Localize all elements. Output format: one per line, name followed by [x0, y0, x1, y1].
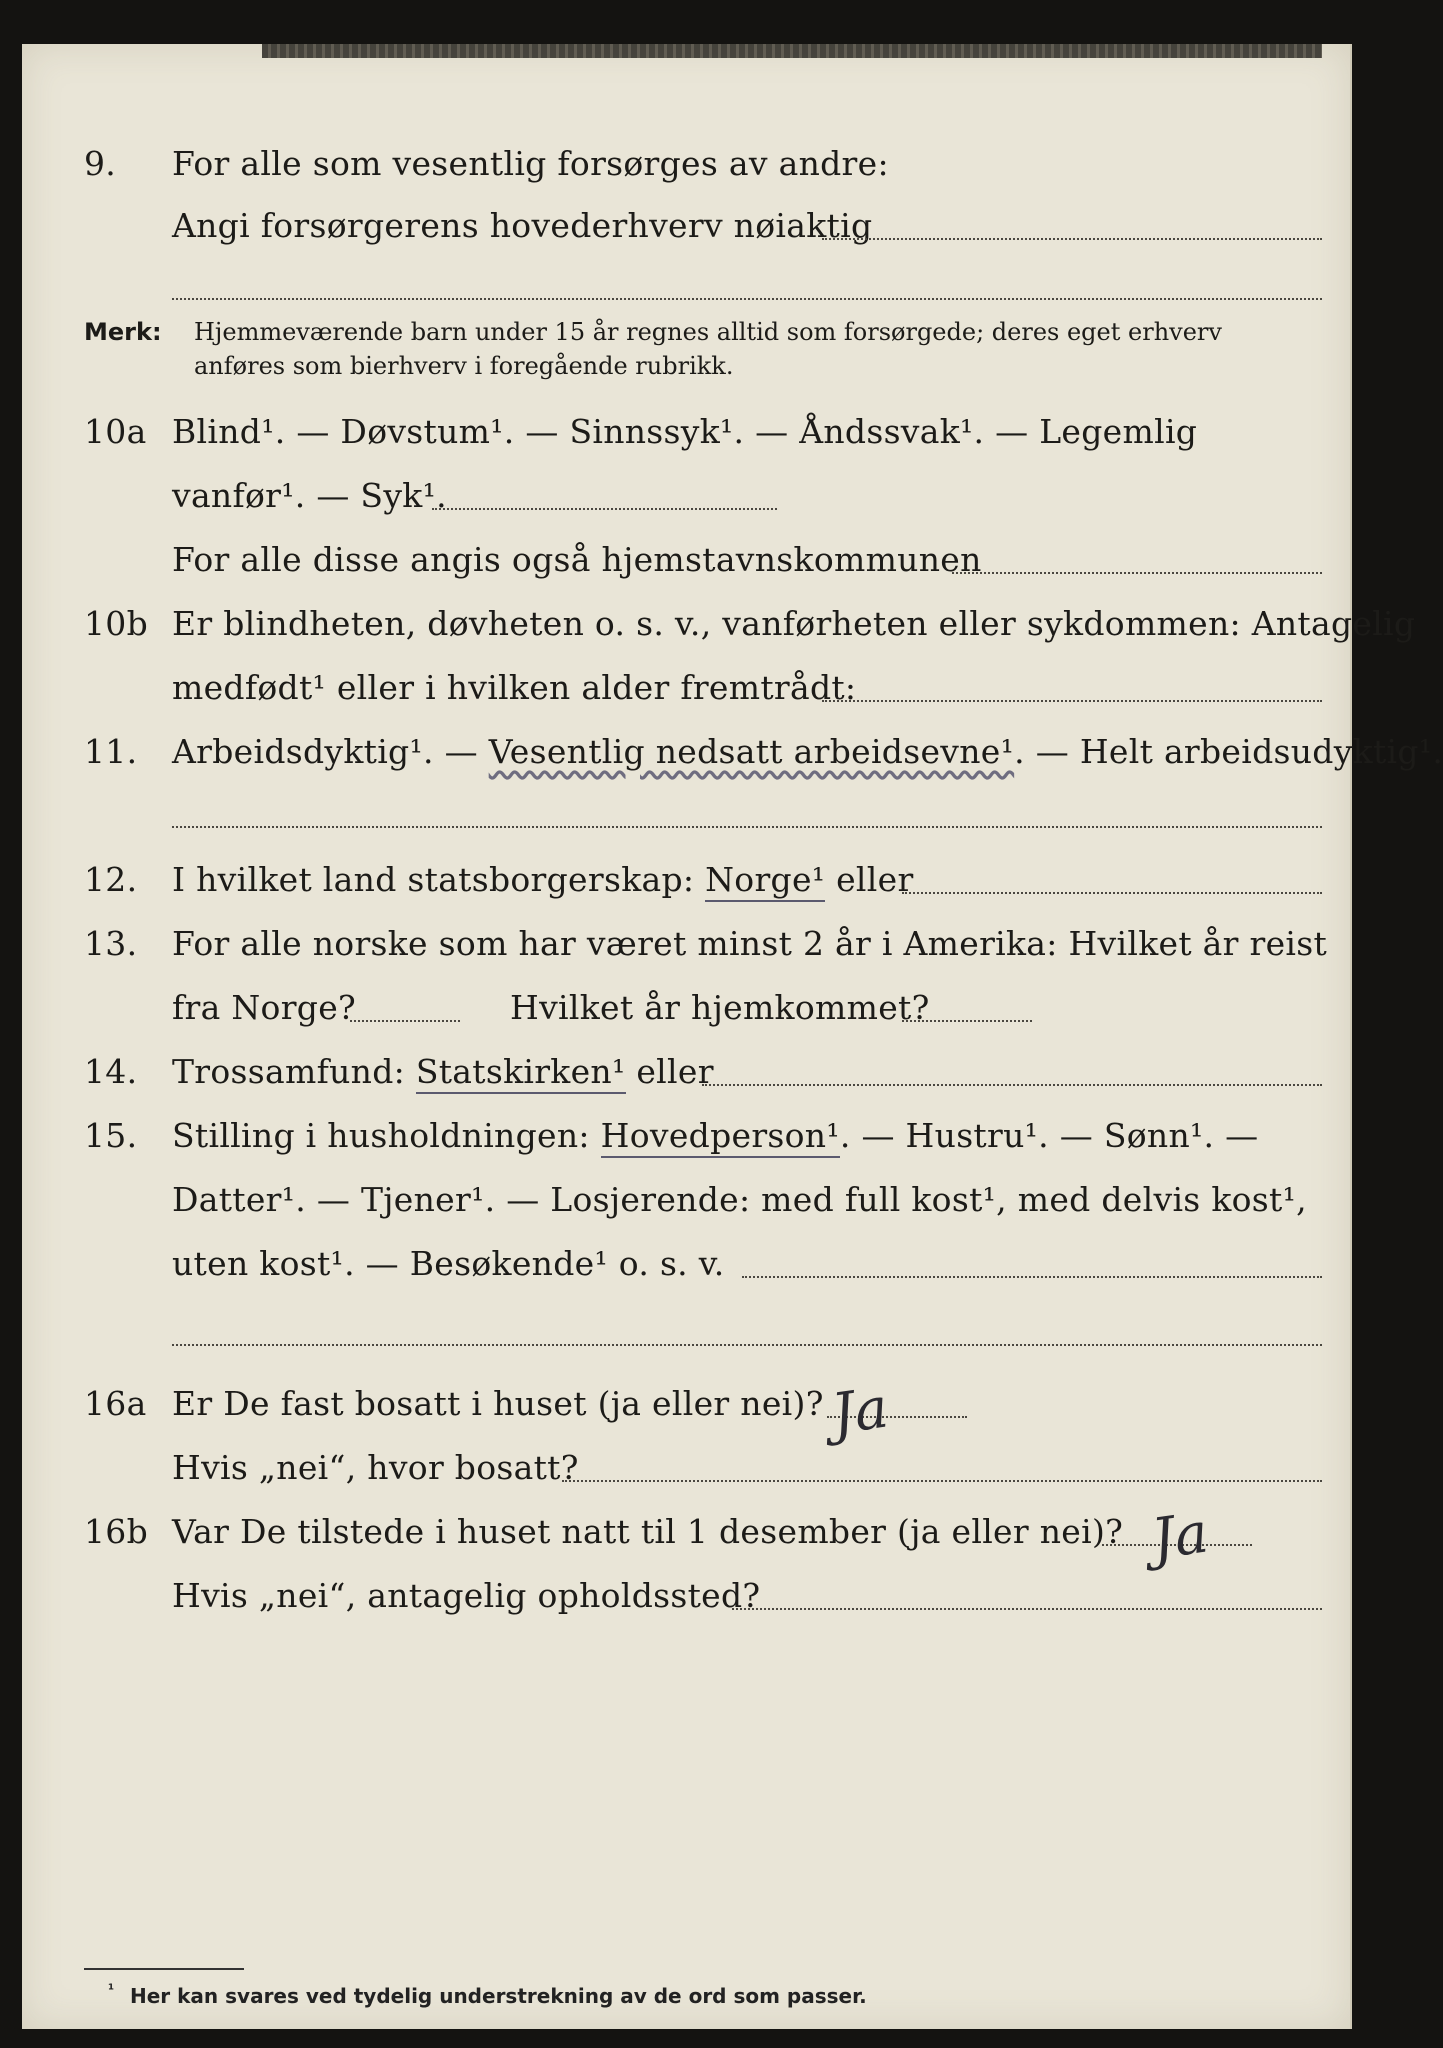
answer-field[interactable]	[350, 1020, 460, 1022]
census-form-page: 9. For alle som vesentlig forsørges av andre: Angi forsørgerens hovederhverv nøiaktig Merk: Hjemmeværende barn under 15 år regnes alltid som forsørgede; deres eget erhverv anføres som bierhverv i foregående rubrikk. 10a Blind¹. — Døvstum¹. — Sinnssyk¹. — Åndssvak¹. — Legemlig vanfør¹. — Syk¹. For alle disse angis også hjemstavnskommunen 10b Er blindheten, døvheten o. s. v., vanførheten eller sykdommen: Antagelig medfødt¹ eller i hvilken alder fremtrådt: 11. Arbeidsdyktig¹. — Vesentlig nedsatt arbeidsevne¹. — Helt arbeidsudyktig¹. 12. I hvilket land statsborgerskap: Norge¹ eller 13. For alle norske som har været minst 2 år i Amerika: Hvilket år reist fra Norge? Hvilket år hjemkommet? 14. Trossamfund: Statskirken¹ eller 15. Stilling i husholdningen: Hovedperson¹. — Hustru¹. — Sønn¹. — Datter¹. — Tjener¹. — Losjerende: med full kost¹, med delvis kost¹, uten kost¹. — Besøkende¹ o. s. v. 16a Er De fast bosatt i huset (ja eller nei)? Ja Hvis „nei“, hvor bosatt? 16b Var De tilstede i huset natt til 1 desember (ja eller nei)? Ja Hvis „nei“, antagelig opholdssted? ¹ Her kan svares ved tydelig understrekning av de ord som passer.	[22, 44, 1352, 2029]
underlined-answer: Statskirken¹	[416, 1052, 626, 1094]
underlined-answer: Norge¹	[705, 860, 825, 902]
answer-field[interactable]	[822, 700, 1322, 702]
underlined-answer: Vesentlig nedsatt arbeidsevne¹	[488, 732, 1015, 771]
binding-tape	[262, 44, 1322, 58]
handwritten-answer: Ja	[1147, 1500, 1213, 1573]
answer-field[interactable]	[952, 572, 1322, 574]
footnote: ¹ Her kan svares ved tydelig understrekning av de ord som passer.	[108, 1982, 867, 2008]
note-merk: Merk: Hjemmeværende barn under 15 år regnes alltid som forsørgede; deres eget erhverv	[84, 318, 1222, 346]
underlined-answer: Hovedperson¹	[601, 1116, 840, 1158]
footnote-rule	[84, 1968, 244, 1970]
answer-field[interactable]	[742, 1276, 1322, 1278]
answer-field[interactable]	[822, 238, 1322, 240]
answer-field[interactable]	[732, 1608, 1322, 1610]
answer-field[interactable]	[902, 892, 1322, 894]
answer-line[interactable]	[172, 826, 1322, 828]
handwritten-answer: Ja	[827, 1375, 893, 1448]
answer-field[interactable]	[432, 508, 777, 510]
answer-line[interactable]	[172, 1344, 1322, 1346]
answer-field[interactable]	[562, 1480, 1322, 1482]
answer-field[interactable]	[702, 1084, 1322, 1086]
answer-line[interactable]	[172, 298, 1322, 300]
answer-field[interactable]	[902, 1020, 1032, 1022]
